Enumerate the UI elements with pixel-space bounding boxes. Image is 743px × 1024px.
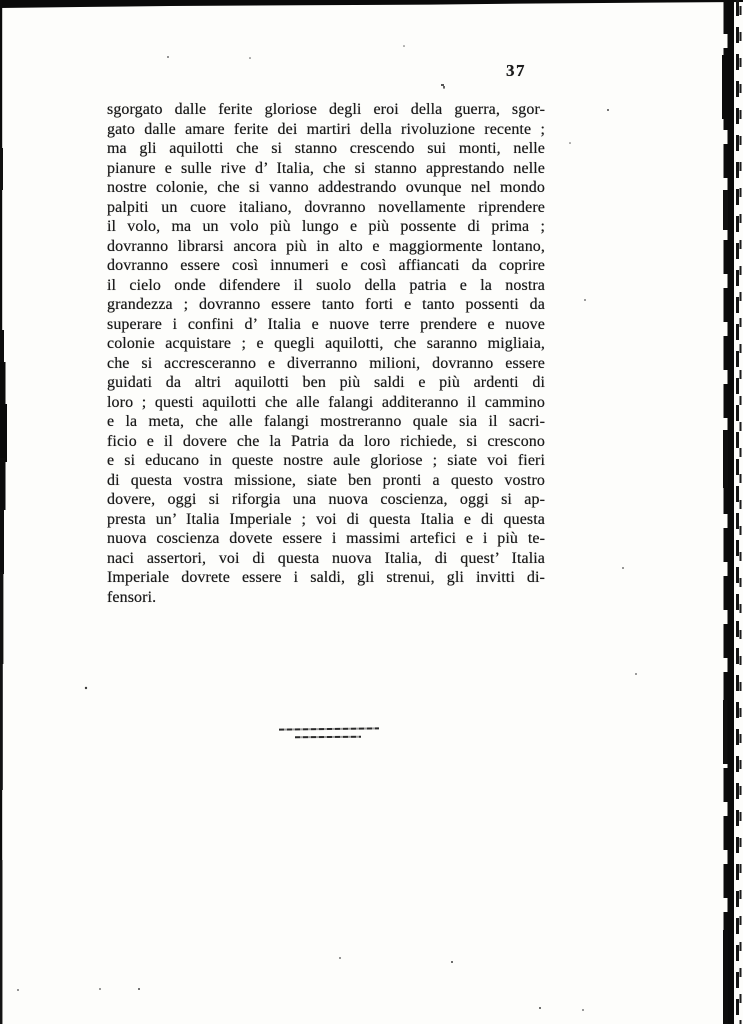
text-line: dovranno librarsi ancora più in alto e maggiormente lontano, (107, 237, 545, 255)
text-line: il volo, ma un volo più lungo e più possente di prima ; (107, 218, 545, 235)
divider-line-top (279, 727, 379, 730)
text-line: guidati da altri aquilotti ben più saldi e più ardenti di (107, 374, 545, 391)
text-line: loro ; questi aquilotti che alle falangi additeranno il cammino (107, 393, 545, 411)
text-line: dovere, oggi si riforgia una nuova coscienza, oggi si ap- (107, 491, 545, 508)
text-line: Imperiale dovrete essere i saldi, gli strenui, gli invitti di- (107, 569, 545, 586)
text-line: nostre colonie, che si vanno addestrando ovunque nel mondo (107, 179, 545, 196)
text-line: e si educano in queste nostre aule gloriose ; siate voi fieri (107, 452, 545, 469)
text-line: ficio e il dovere che la Patria da loro richiede, si crescono (107, 432, 545, 450)
text-line: pianure e sulle rive d’ Italia, che si stanno apprestando nelle (107, 159, 545, 177)
text-line: di questa vostra missione, siate ben pronti a questo vostro (107, 471, 545, 489)
ink-smudge (441, 84, 445, 89)
text-line: nuova coscienza dovete essere i massimi artefici e i più te- (107, 530, 545, 547)
text-line: dovranno essere così innumeri e così affiancati da coprire (107, 257, 545, 274)
text-line: naci assertori, voi di questa nuova Italia, di quest’ Italia (107, 549, 545, 567)
text-line: sgorgato dalle ferite gloriose degli eroi della guerra, sgor- (107, 101, 545, 118)
text-line: palpiti un cuore italiano, dovranno novellamente riprendere (107, 198, 545, 216)
body-text (107, 100, 545, 607)
text-line: e la meta, che alle falangi mostreranno quale sia il sacri- (107, 413, 545, 430)
text-line: colonie acquistare ; e quegli aquilotti, che saranno migliaia, (107, 335, 545, 352)
text-line: che si accresceranno e diverranno milioni, dovranno essere (107, 354, 545, 372)
text-line: presta un’ Italia Imperiale ; voi di questa Italia e di questa (107, 510, 545, 528)
text-line: ma gli aquilotti che si stanno crescendo sui monti, nelle (107, 140, 545, 157)
text-line: il cielo onde difendere il suolo della patria e la nostra (107, 276, 545, 294)
divider-line-bottom (295, 736, 361, 738)
text-line: grandezza ; dovranno essere tanto forti e tanto possenti da (107, 296, 545, 313)
text-line: fensori. (107, 588, 157, 606)
text-line: superare i confini d’ Italia e nuove terre prendere e nuove (107, 315, 545, 333)
page-number: 37 (506, 61, 526, 80)
text-line: gato dalle amare ferite dei martiri della rivoluzione recente ; (107, 120, 545, 138)
scan-edge-top (0, 0, 743, 8)
